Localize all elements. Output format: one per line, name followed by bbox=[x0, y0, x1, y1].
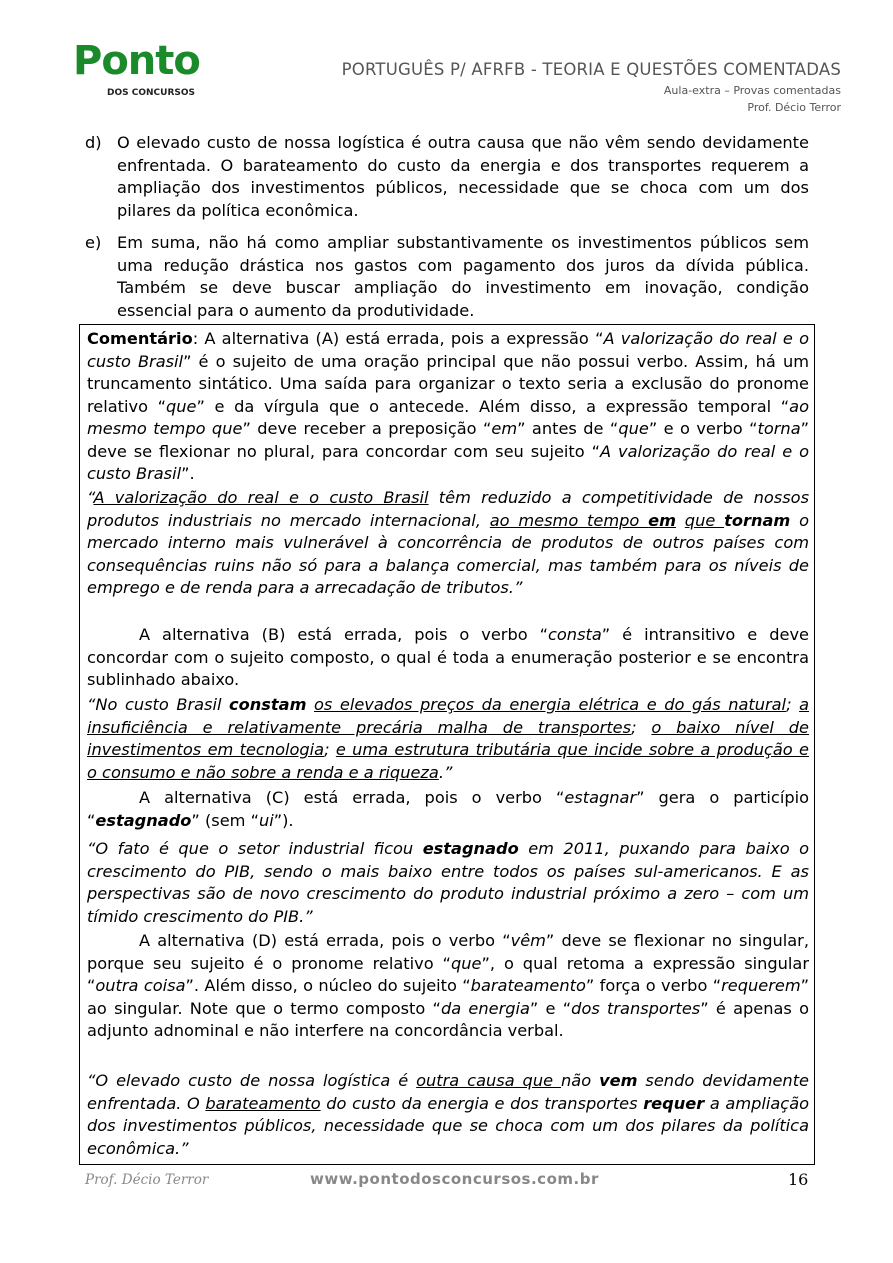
quote-c: “O fato é que o setor industrial ficou estagnado em 2011, puxando para baixo o crescimento do PIB, sendo o mais baixo entre todos os países sul-americanos. E as perspectivas são de novo crescimento do produto industrial próximo a zero – com um tímido crescimento do PIB.” bbox=[87, 839, 810, 926]
quote-b: “No custo Brasil constam os elevados preços da energia elétrica e do gás natural; a insuficiência e relativamente precária malha de transportes; o baixo nível de investimentos em tecnologia; e uma estrutura tributária que incide sobre a produção e o consumo e não sobre a renda e a riqueza.” bbox=[87, 695, 809, 782]
course-title: PORTUGUÊS P/ AFRFB - TEORIA E QUESTÕES COMENTADAS bbox=[341, 60, 841, 79]
comment-paragraph-a: Comentário: A alternativa (A) está errada, pois a expressão “A valorização do real e o custo Brasil” é o sujeito de uma oração principal que não possui verbo. Assim, há um truncamento sintático. Uma saída para organizar o texto seria a exclusão do pronome relativo “que” e da vírgula que o antecede. Além disso, a expressão temporal “ao mesmo tempo que” deve receber a preposição “em” antes de “que” e o verbo “torna” deve se flexionar no plural, para concordar com seu sujeito “A valorização do real e o custo Brasil”. bbox=[87, 329, 810, 483]
comment-box bbox=[79, 324, 815, 1165]
comment-paragraph-d: A alternativa (D) está errada, pois o verbo “vêm” deve se flexionar no singular, porque seu sujeito é o pronome relativo “que”, o qual retoma a expressão singular “outra coisa”. Além disso, o núcleo do sujeito “barateamento” força o verbo “requerem” ao singular. Note que o termo composto “da energia” e “dos transportes” é apenas o adjunto adnominal e não interfere na concordância verbal. bbox=[87, 931, 810, 1040]
comment-paragraph-c: A alternativa (C) está errada, pois o verbo “estagnar” gera o particípio “estagnado” (sem “ui”). bbox=[87, 788, 810, 830]
option-label: d) bbox=[85, 133, 102, 152]
footer-website-link[interactable]: www.pontodosconcursos.com.br bbox=[310, 1170, 599, 1188]
logo-subtext: DOS CONCURSOS bbox=[107, 88, 195, 98]
brand-logo bbox=[55, 38, 215, 108]
option-e bbox=[85, 232, 809, 322]
quote-d: “O elevado custo de nossa logística é outra causa que não vem sendo devidamente enfrentada. O barateamento do custo da energia e dos transportes requer a ampliação dos investimentos públicos, necessidade que se choca com um dos pilares da política econômica.” bbox=[87, 1071, 810, 1158]
lesson-subtitle: Aula-extra – Provas comentadas bbox=[663, 84, 841, 97]
option-label: e) bbox=[85, 233, 102, 252]
option-text: Em suma, não há como ampliar substantivamente os investimentos públicos sem uma redução drástica nos gastos com pagamento dos juros da dívida pública. Também se deve buscar ampliação do investimento em inovação, condição essencial para o aumento da produtividade. bbox=[117, 233, 809, 320]
option-text: O elevado custo de nossa logística é outra causa que não vêm sendo devidamente enfrentada. O barateamento do custo da energia e dos transportes requerem a ampliação dos investimentos públicos, necessidade que se choca com um dos pilares da política econômica. bbox=[117, 133, 809, 220]
page-number: 16 bbox=[788, 1170, 809, 1189]
option-d bbox=[85, 132, 809, 222]
logo-text: Ponto bbox=[73, 38, 200, 84]
quote-a: “A valorização do real e o custo Brasil têm reduzido a competitividade de nossos produtos industriais no mercado internacional, ao mesmo tempo em que tornam o mercado interno mais vulnerável à concorrência de produtos de outros países com consequências ruins não só para a balança comercial, mas também para os níveis de emprego e de renda para a arrecadação de tributos.” bbox=[87, 488, 809, 597]
footer-author: Prof. Décio Terror bbox=[85, 1172, 209, 1188]
professor-name: Prof. Décio Terror bbox=[747, 101, 841, 114]
comment-label: Comentário bbox=[87, 329, 193, 348]
comment-paragraph-b: A alternativa (B) está errada, pois o verbo “consta” é intransitivo e deve concordar com o sujeito composto, o qual é toda a enumeração posterior e se encontra sublinhado abaixo. bbox=[87, 625, 809, 689]
